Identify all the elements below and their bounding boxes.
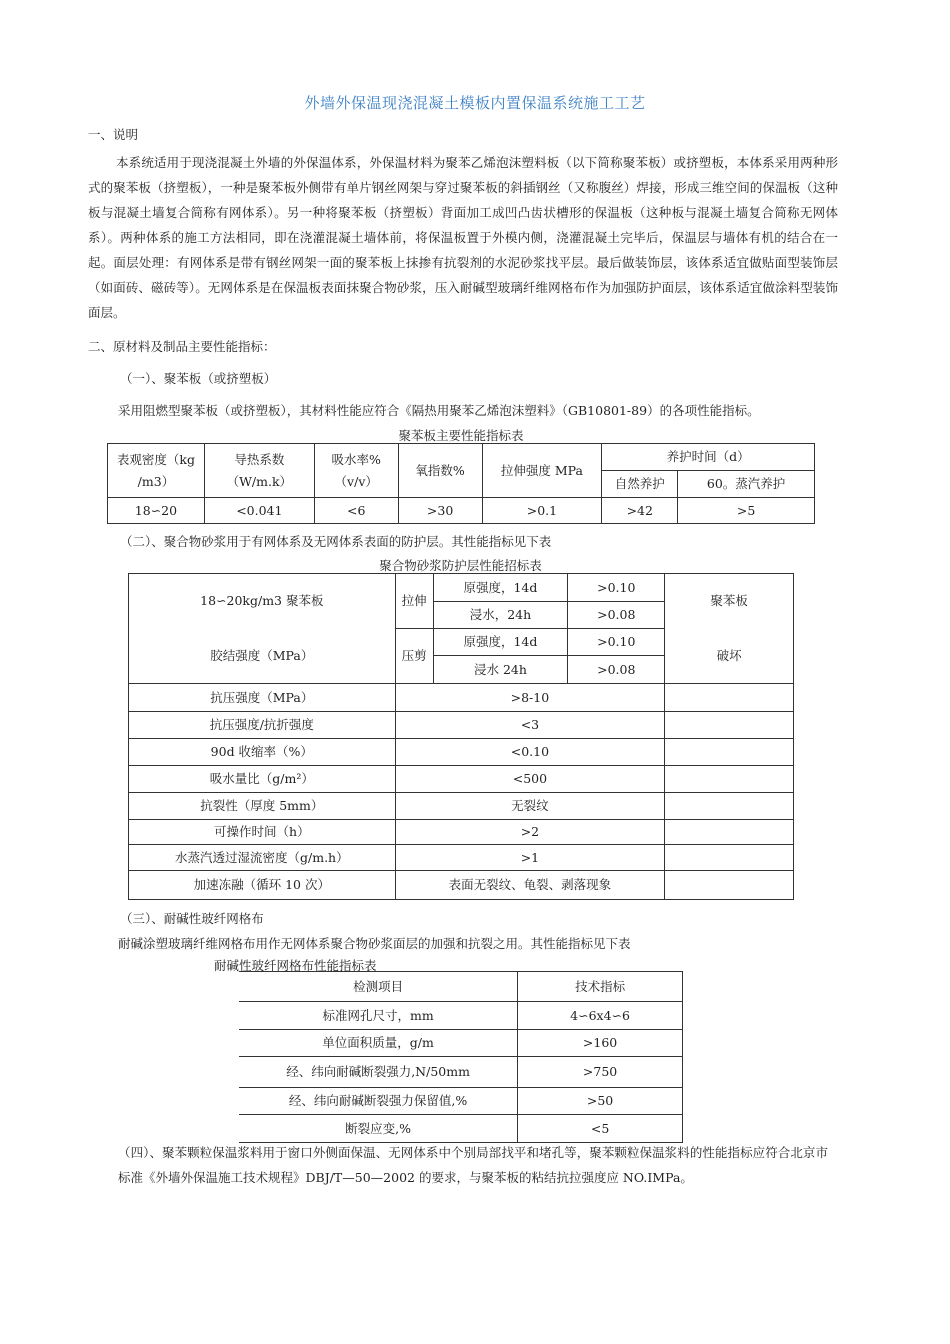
document-title: 外墙外保温现浇混凝土模板内置保温系统施工工艺 <box>304 94 646 112</box>
label-original-14d: 原强度，14d <box>433 629 568 656</box>
table-3-caption: 耐碱性玻纤网格布性能指标表 <box>214 958 377 973</box>
section-2-3-heading: （三）、耐碱性玻纤网格布 <box>120 911 264 926</box>
table-cell: >2 <box>395 820 665 845</box>
table-cell: 抗压强度（MPa） <box>129 684 396 712</box>
section-2-1-paragraph: 采用阻燃型聚苯板（或挤塑板），其材料性能应符合《隔热用聚苯乙烯泡沫塑料》（GB10801-89）的各项性能指标。 <box>118 403 760 418</box>
table-cell: 吸水量比（g/m²） <box>129 766 396 793</box>
table-cell: 抗压强度/抗折强度 <box>129 712 396 739</box>
label-polystyrene-density: 18∽20kg/m3 聚苯板 <box>129 574 396 629</box>
table-row <box>129 712 794 739</box>
table-cell: >30 <box>398 498 482 524</box>
label-soak-24h: 浸水 24h <box>433 656 568 684</box>
table-row <box>239 1088 683 1115</box>
empty-cell <box>665 684 794 712</box>
table-row <box>129 766 794 793</box>
label-shear: 压剪 <box>395 629 433 684</box>
table-row <box>239 1030 683 1057</box>
empty-cell <box>665 845 794 871</box>
mortar-table <box>128 573 794 900</box>
section-2-2-heading: （二）、聚合物砂浆用于有网体系及无网体系表面的防护层。其性能指标见下表 <box>120 534 552 549</box>
table-cell: 加速冻融（循环 10 次） <box>129 871 396 900</box>
label-bond-strength: 胶结强度（MPa） <box>129 629 396 684</box>
table-cell: >5 <box>678 498 815 524</box>
section-2-heading: 二、原材料及制品主要性能指标： <box>88 339 276 354</box>
table-cell: <0.10 <box>395 739 665 766</box>
header-density: 表观密度（kg /m3） <box>108 444 205 498</box>
value-cell: >0.08 <box>568 656 665 684</box>
header-test-item: 检测项目 <box>239 972 518 1002</box>
table-cell: 90d 收缩率（%） <box>129 739 396 766</box>
table-1-caption: 聚苯板主要性能指标表 <box>398 428 524 443</box>
table-cell: 18∽20 <box>108 498 205 524</box>
table-row <box>129 845 794 871</box>
label-polystyrene: 聚苯板 <box>665 574 794 629</box>
label-failure: 破坏 <box>665 629 794 684</box>
table-cell: >8-10 <box>395 684 665 712</box>
table-cell: <6 <box>314 498 398 524</box>
table-cell: >160 <box>518 1030 683 1057</box>
header-curing-time: 养护时间（d） <box>602 444 815 471</box>
table-cell: 经、纬向耐碱断裂强力保留值,% <box>239 1088 518 1115</box>
label-original-14d: 原强度，14d <box>433 574 568 602</box>
table-row <box>239 1115 683 1143</box>
mesh-table <box>239 971 683 1143</box>
table-cell: >0.1 <box>482 498 602 524</box>
table-cell: <3 <box>395 712 665 739</box>
table-cell: 无裂纹 <box>395 793 665 820</box>
table-cell: >1 <box>395 845 665 871</box>
value-cell: >0.08 <box>568 602 665 629</box>
value-cell: >0.10 <box>568 629 665 656</box>
header-water-absorption: 吸水率% （v/v） <box>314 444 398 498</box>
empty-cell <box>665 712 794 739</box>
section-1-heading: 一、说明 <box>88 127 139 142</box>
header-tensile-strength: 拉伸强度 MPa <box>482 444 602 498</box>
table-cell: 标准网孔尺寸，mm <box>239 1002 518 1030</box>
table-row <box>239 1002 683 1030</box>
table-row <box>129 793 794 820</box>
table-cell: <500 <box>395 766 665 793</box>
polystyrene-board-table <box>107 443 815 524</box>
table-2-caption: 聚合物砂浆防护层性能招标表 <box>379 558 542 573</box>
label-tension: 拉伸 <box>395 574 433 629</box>
section-2-4-paragraph: （四）、聚苯颗粒保温浆料用于窗口外侧面保温、无网体系中个别局部找平和堵孔等，聚苯颗粒保温浆料的性能指标应符合北京市标准《外墙外保温施工技术规程》DBJ/T—50—2002 的要求，与聚苯板的粘结抗拉强度应 NO.IMPa。 <box>118 1145 828 1185</box>
table-cell: 水蒸汽透过湿流密度（g/m.h） <box>129 845 396 871</box>
header-oxygen-index: 氧指数% <box>398 444 482 498</box>
table-cell: 4∽6x4∽6 <box>518 1002 683 1030</box>
section-2-3-paragraph: 耐碱涂塑玻璃纤维网格布用作无网体系聚合物砂浆面层的加强和抗裂之用。其性能指标见下表 <box>118 936 631 951</box>
empty-cell <box>665 739 794 766</box>
table-row <box>129 871 794 900</box>
empty-cell <box>665 793 794 820</box>
table-row <box>108 498 815 524</box>
label-soak-24h: 浸水，24h <box>433 602 568 629</box>
table-cell: >50 <box>518 1088 683 1115</box>
value-cell: >0.10 <box>568 574 665 602</box>
table-row <box>129 684 794 712</box>
header-technical-spec: 技术指标 <box>518 972 683 1002</box>
table-cell: <5 <box>518 1115 683 1143</box>
table-cell: >750 <box>518 1057 683 1088</box>
table-row <box>129 739 794 766</box>
empty-cell <box>665 820 794 845</box>
table-cell: 断裂应变,% <box>239 1115 518 1143</box>
table-cell: 单位面积质量，g/m <box>239 1030 518 1057</box>
header-natural-curing: 自然养护 <box>602 471 678 498</box>
section-1-paragraph: 本系统适用于现浇混凝土外墙的外保温体系，外保温材料为聚苯乙烯泡沫塑料板（以下简称聚苯板）或挤塑板，本体系采用两种形式的聚苯板（挤塑板），一种是聚苯板外侧带有单片钢丝网架与穿过聚苯板的斜插钢丝（又称腹丝）焊接，形成三维空间的保温板（这种板与混凝土墙复合简称有网体系）。另一种将聚苯板（挤塑板）背面加工成凹凸齿状槽形的保温板（这种板与混凝土墙复合简称无网体系）。两种体系的施工方法相同，即在浇灌混凝土墙体前，将保温板置于外模内侧，浇灌混凝土完毕后，保温层与墙体有机的结合在一起。面层处理：有网体系是带有钢丝网架一面的聚苯板上抹掺有抗裂剂的水泥砂浆找平层。最后做装饰层，该体系适宜做贴面型装饰层（如面砖、磁砖等）。无网体系是在保温板表面抹聚合物砂浆，压入耐碱型玻璃纤维网格布作为加强防护面层，该体系适宜做涂料型装饰面层。 <box>88 155 838 320</box>
table-cell: 可操作时间（h） <box>129 820 396 845</box>
header-conductivity: 导热系数 （W/m.k） <box>204 444 314 498</box>
table-cell: 表面无裂纹、龟裂、剥落现象 <box>395 871 665 900</box>
header-steam-curing: 60。蒸汽养护 <box>678 471 815 498</box>
section-2-1-heading: （一）、聚苯板（或挤塑板） <box>120 371 277 386</box>
empty-cell <box>665 766 794 793</box>
table-row <box>129 820 794 845</box>
table-cell: >42 <box>602 498 678 524</box>
table-cell: <0.041 <box>204 498 314 524</box>
table-cell: 抗裂性（厚度 5mm） <box>129 793 396 820</box>
empty-cell <box>665 871 794 900</box>
table-cell: 经、纬向耐碱断裂强力,N/50mm <box>239 1057 518 1088</box>
table-row <box>239 1057 683 1088</box>
